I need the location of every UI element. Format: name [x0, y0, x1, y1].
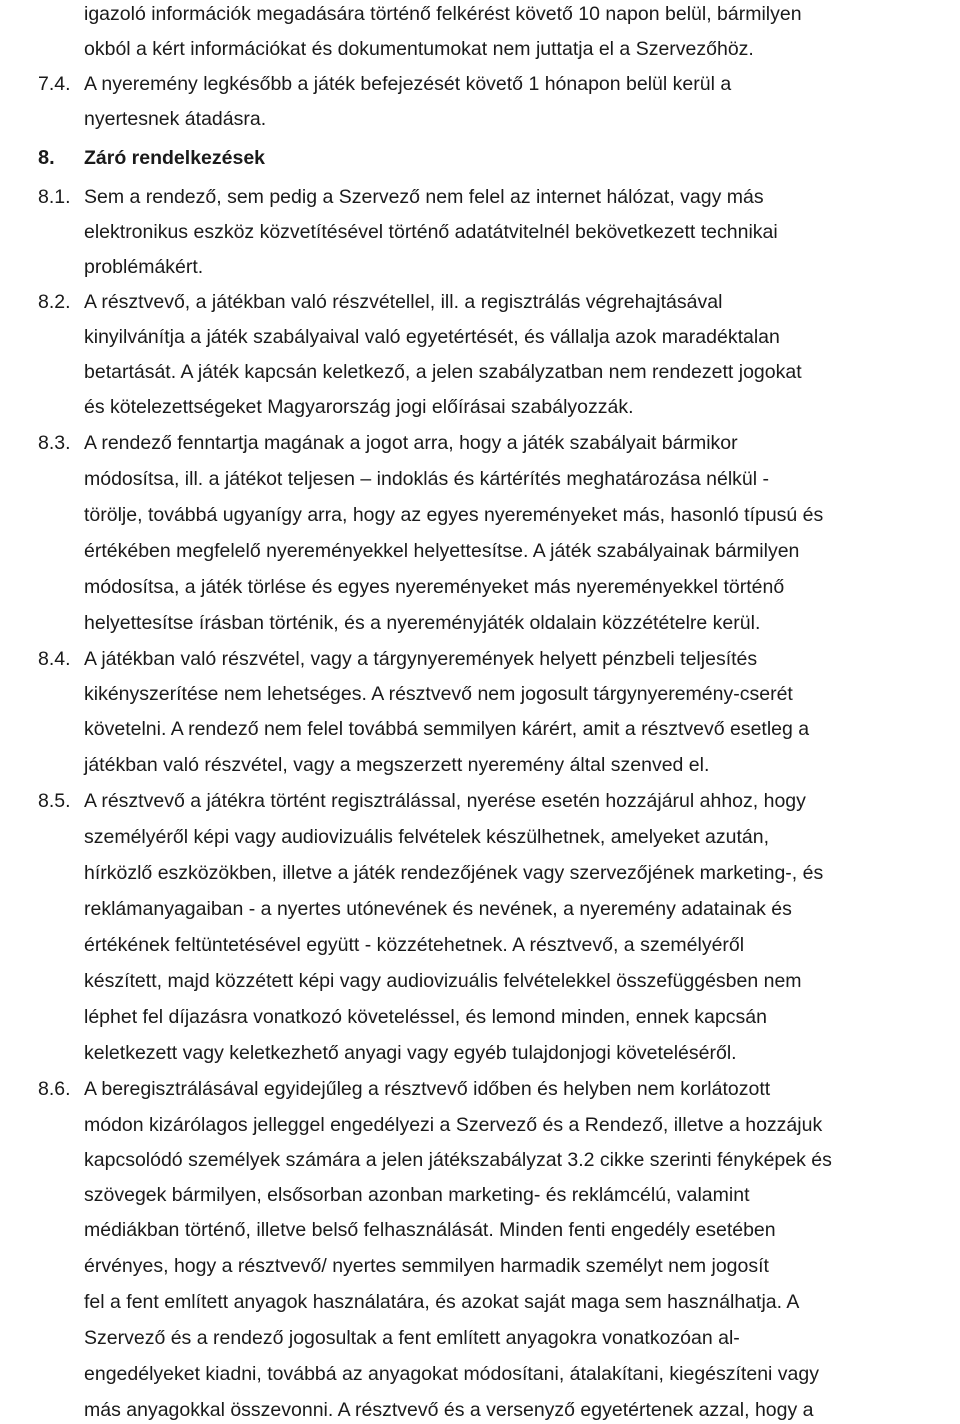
text-line: A résztvevő, a játékban való részvétellel, ill. a regisztrálás végrehajtásával	[84, 291, 723, 313]
section-number: 8.2.	[38, 291, 71, 313]
text-line: igazoló információk megadására történő felkérést követő 10 napon belül, bármilyen	[84, 3, 802, 25]
text-line: problémákért.	[84, 256, 204, 278]
text-line: Szervező és a rendező jogosultak a fent említett anyagokra vonatkozóan al-	[84, 1327, 740, 1349]
text-line: A játékban való részvétel, vagy a tárgynyeremények helyett pénzbeli teljesítés	[84, 648, 758, 670]
text-line: elektronikus eszköz közvetítésével történő adatátvitelnél bekövetkezett technikai	[84, 221, 778, 243]
text-line: módosítsa, ill. a játékot teljesen – indoklás és kártérítés meghatározása nélkül -	[84, 468, 770, 490]
section-number: 7.4.	[38, 73, 71, 95]
text-line: A résztvevő a játékra történt regisztrálással, nyerése esetén hozzájárul ahhoz, hogy	[84, 790, 806, 812]
text-line: szövegek bármilyen, elsősorban azonban marketing- és reklámcélú, valamint	[84, 1184, 750, 1206]
text-line: módosítsa, a játék törlése és egyes nyereményeket más nyereményekkel történő	[84, 576, 785, 598]
text-line: engedélyeket kiadni, továbbá az anyagokat módosítani, átalakítani, kiegészíteni vagy	[84, 1363, 819, 1385]
text-line: A rendező fenntartja magának a jogot arra, hogy a játék szabályait bármikor	[84, 432, 738, 454]
section-heading: Záró rendelkezések	[84, 147, 266, 169]
text-line: keletkezett vagy keletkezhető anyagi vagy egyéb tulajdonjogi követeléséről.	[84, 1042, 737, 1064]
text-line: helyettesítse írásban történik, és a nyereményjáték oldalain közzétételre kerül.	[84, 612, 761, 634]
section-number: 8.4.	[38, 648, 71, 670]
text-line: kapcsolódó személyek számára a jelen játékszabályzat 3.2 cikke szerinti fényképek és	[84, 1149, 832, 1171]
text-line: érvényes, hogy a résztvevő/ nyertes semmilyen harmadik személyt nem jogosít	[84, 1255, 769, 1277]
text-line: fel a fent említett anyagok használatára, és azokat saját maga sem használhatja. A	[84, 1291, 800, 1313]
section-number: 8.1.	[38, 186, 71, 208]
text-line: módon kizárólagos jelleggel engedélyezi a Szervező és a Rendező, illetve a hozzájuk	[84, 1114, 823, 1136]
text-line: betartását. A játék kapcsán keletkező, a jelen szabályzatban nem rendezett jogokat	[84, 361, 802, 383]
section-number: 8.5.	[38, 790, 71, 812]
text-line: készített, majd közzétett képi vagy audiovizuális felvételekkel összefüggésben nem	[84, 970, 802, 992]
text-line: nyertesnek átadásra.	[84, 108, 267, 130]
text-line: A nyeremény legkésőbb a játék befejezését követő 1 hónapon belül kerül a	[84, 73, 732, 95]
text-line: okból a kért információkat és dokumentumokat nem juttatja el a Szervezőhöz.	[84, 38, 754, 60]
text-line: Sem a rendező, sem pedig a Szervező nem felel az internet hálózat, vagy más	[84, 186, 764, 208]
text-line: más anyagokkal összevonni. A résztvevő és a versenyző egyetértenek azzal, hogy a	[84, 1399, 814, 1421]
text-line: médiákban történő, illetve belső felhasználását. Minden fenti engedély esetében	[84, 1219, 776, 1241]
text-line: követelni. A rendező nem felel továbbá semmilyen kárért, amit a résztvevő esetleg a	[84, 718, 810, 740]
text-line: törölje, továbbá ugyanígy arra, hogy az egyes nyereményeket más, hasonló típusú és	[84, 504, 824, 526]
text-line: kikényszerítése nem lehetséges. A résztvevő nem jogosult tárgynyeremény-cserét	[84, 683, 793, 705]
text-line: kinyilvánítja a játék szabályaival való egyetértését, és vállalja azok maradéktalan	[84, 326, 780, 348]
text-line: játékban való részvétel, vagy a megszerzett nyeremény által szenved el.	[84, 754, 710, 776]
text-line: léphet fel díjazásra vonatkozó követeléssel, és lemond minden, ennek kapcsán	[84, 1006, 767, 1028]
text-line: és kötelezettségeket Magyarország jogi előírásai szabályozzák.	[84, 396, 634, 418]
text-line: személyéről képi vagy audiovizuális felvételek készülhetnek, amelyeket azután,	[84, 826, 770, 848]
text-line: reklámanyagaiban - a nyertes utónevének és nevének, a nyeremény adatainak és	[84, 898, 792, 920]
section-number: 8.6.	[38, 1078, 71, 1100]
text-line: hírközlő eszközökben, illetve a játék rendezőjének vagy szervezőjének marketing-, és	[84, 862, 824, 884]
section-number: 8.3.	[38, 432, 71, 454]
section-heading-number: 8.	[38, 147, 55, 169]
text-line: értékének feltüntetésével együtt - közzétehetnek. A résztvevő, a személyéről	[84, 934, 745, 956]
text-line: értékében megfelelő nyereményekkel helyettesítse. A játék szabályainak bármilyen	[84, 540, 800, 562]
text-line: A beregisztrálásával egyidejűleg a résztvevő időben és helyben nem korlátozott	[84, 1078, 771, 1100]
